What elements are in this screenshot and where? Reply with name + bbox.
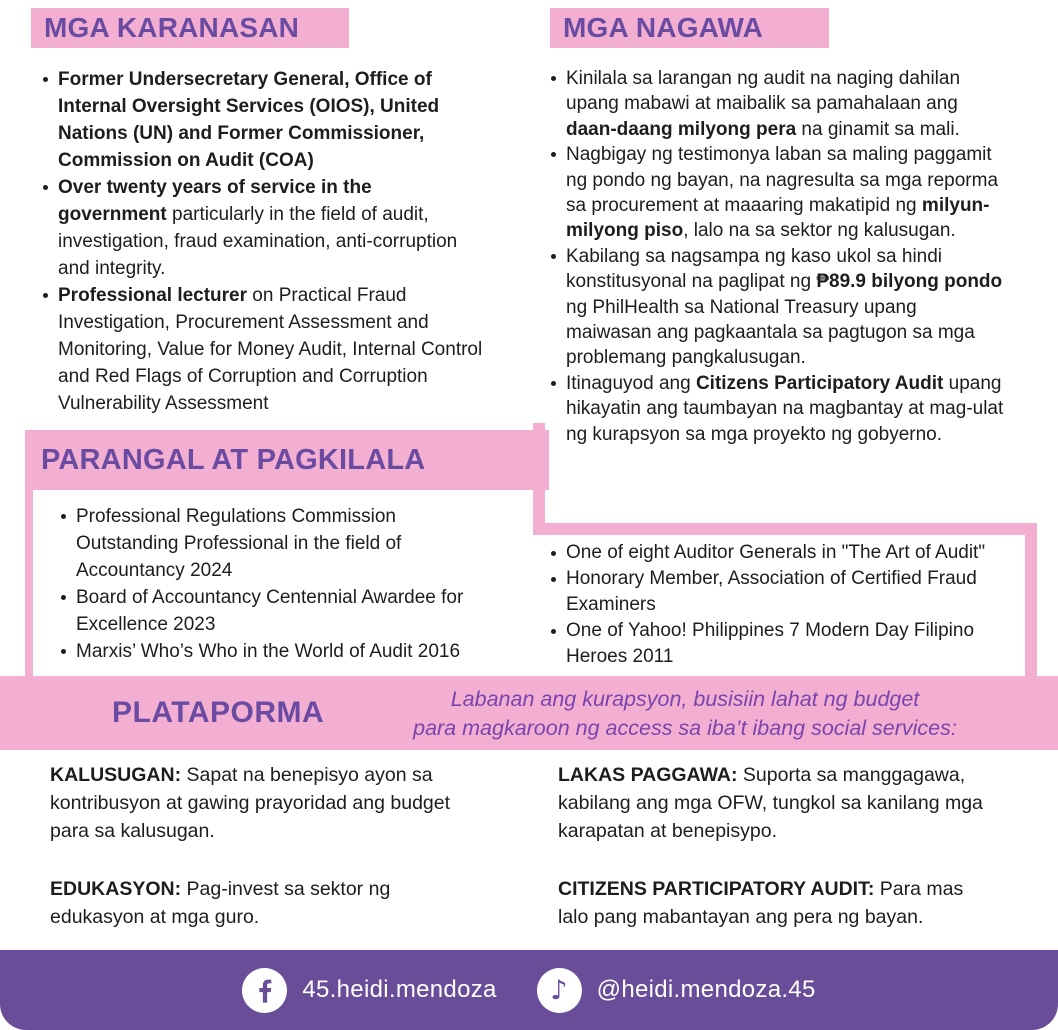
awards-box-tab bbox=[533, 423, 545, 535]
platform-text: Para mas lalo pang mabantayan ang pera ng bayan. bbox=[558, 878, 964, 928]
section-header-parangal bbox=[25, 430, 549, 490]
list-item: Former Undersecretary General, Office of Internal Oversight Services (OIOS), United Nations (UN) and Former Commissioner, Commission on Audit (COA) bbox=[38, 66, 483, 174]
list-item: Kinilala sa larangan ng audit na naging dahilan upang mabawi at maibalik sa pamahalaan ang daan-daang milyong pera na ginamit sa mali. bbox=[546, 66, 1006, 142]
plataporma-title: PLATAPORMA bbox=[112, 696, 325, 729]
platform-label: CITIZENS PARTICIPATORY AUDIT: bbox=[558, 878, 875, 900]
facebook-handle: 45.heidi.mendoza bbox=[302, 976, 497, 1003]
tiktok-handle: @heidi.mendoza.45 bbox=[596, 976, 816, 1003]
platform-item-lakas-paggawa bbox=[558, 761, 988, 845]
platform-text: Suporta sa manggagawa, kabilang ang mga OFW, tungkol sa kanilang mga karapatan at benepisypo. bbox=[558, 764, 983, 842]
platform-column-right bbox=[558, 761, 988, 931]
section-title: PARANGAL AT PAGKILALA bbox=[41, 443, 426, 476]
list-item: Marxis’ Who’s Who in the World of Audit 2016 bbox=[56, 638, 476, 665]
platform-text: Sapat na benepisyo ayon sa kontribusyon at gawing prayoridad ang budget para sa kalusugan. bbox=[50, 764, 451, 842]
list-item: Kabilang sa nagsampa ng kaso ukol sa hindi konstitusyonal na paglipat ng ₱89.9 bilyong pondo ng PhilHealth sa National Treasury upang maiwasan ang pagkaantala sa pagtugon sa mga problemang pangkalusugan. bbox=[546, 244, 1006, 371]
section-title: MGA NAGAWA bbox=[563, 12, 764, 43]
platform-text: Pag-invest sa sektor ng edukasyon at mga guro. bbox=[50, 878, 391, 928]
platform-column-left bbox=[50, 761, 476, 931]
platform-label: KALUSUGAN: bbox=[50, 764, 182, 786]
platform-label: LAKAS PAGGAWA: bbox=[558, 764, 738, 786]
tiktok-icon: ♪ bbox=[537, 968, 582, 1013]
plataporma-band bbox=[0, 676, 1058, 750]
list-item: Professional Regulations Commission Outstanding Professional in the field of Accountancy 2024 bbox=[56, 503, 476, 584]
list-item: Board of Accountancy Centennial Awardee for Excellence 2023 bbox=[56, 584, 476, 638]
list-item: Honorary Member, Association of Certified Fraud Examiners bbox=[546, 566, 1028, 618]
parangal-list bbox=[56, 503, 476, 665]
list-item: Over twenty years of service in the government particularly in the field of audit, investigation, fraud examination, anti-corruption and integrity. bbox=[38, 174, 483, 282]
footer bbox=[0, 950, 1058, 1030]
nagawa-list bbox=[546, 66, 1006, 447]
platform-item-edukasyon bbox=[50, 875, 476, 931]
tagline-line-1: Labanan ang kurapsyon, busisiin lahat ng budget bbox=[450, 687, 920, 711]
tiktok-handle-group[interactable] bbox=[537, 968, 816, 1013]
list-item: Professional lecturer on Practical Fraud Investigation, Procurement Assessment and Monitoring, Value for Money Audit, Internal Control and Red Flags of Corruption and Corruption Vulnerability Assessment bbox=[38, 282, 483, 417]
plataporma-tagline bbox=[340, 685, 1030, 743]
section-header-nagawa bbox=[550, 8, 829, 48]
extra-awards-list bbox=[546, 540, 1028, 670]
facebook-icon bbox=[242, 968, 287, 1013]
facebook-handle-group[interactable] bbox=[242, 968, 496, 1013]
list-item: One of eight Auditor Generals in "The Art of Audit" bbox=[546, 540, 1028, 566]
parangal-left-border bbox=[25, 488, 33, 678]
list-item: One of Yahoo! Philippines 7 Modern Day Filipino Heroes 2011 bbox=[546, 618, 1028, 670]
list-item: Nagbigay ng testimonya laban sa maling paggamit ng pondo ng bayan, na nagresulta sa mga reporma sa procurement at maaaring makatipid ng milyun-milyong piso, lalo na sa sektor ng kalusugan. bbox=[546, 142, 1006, 244]
list-item: Itinaguyod ang Citizens Participatory Audit upang hikayatin ang taumbayan na magbantay at mag-ulat ng kurapsyon sa mga proyekto ng gobyerno. bbox=[546, 371, 1006, 447]
karanasan-list bbox=[38, 66, 483, 417]
section-header-karanasan bbox=[31, 8, 349, 48]
section-title: MGA KARANASAN bbox=[44, 12, 300, 43]
platform-item-citizens-audit bbox=[558, 875, 988, 931]
awards-box-top-border bbox=[533, 523, 1037, 535]
platform-label: EDUKASYON: bbox=[50, 878, 182, 900]
tagline-line-2: para magkaroon ng access sa iba’t ibang social services: bbox=[413, 716, 957, 740]
platform-item-kalusugan bbox=[50, 761, 476, 845]
